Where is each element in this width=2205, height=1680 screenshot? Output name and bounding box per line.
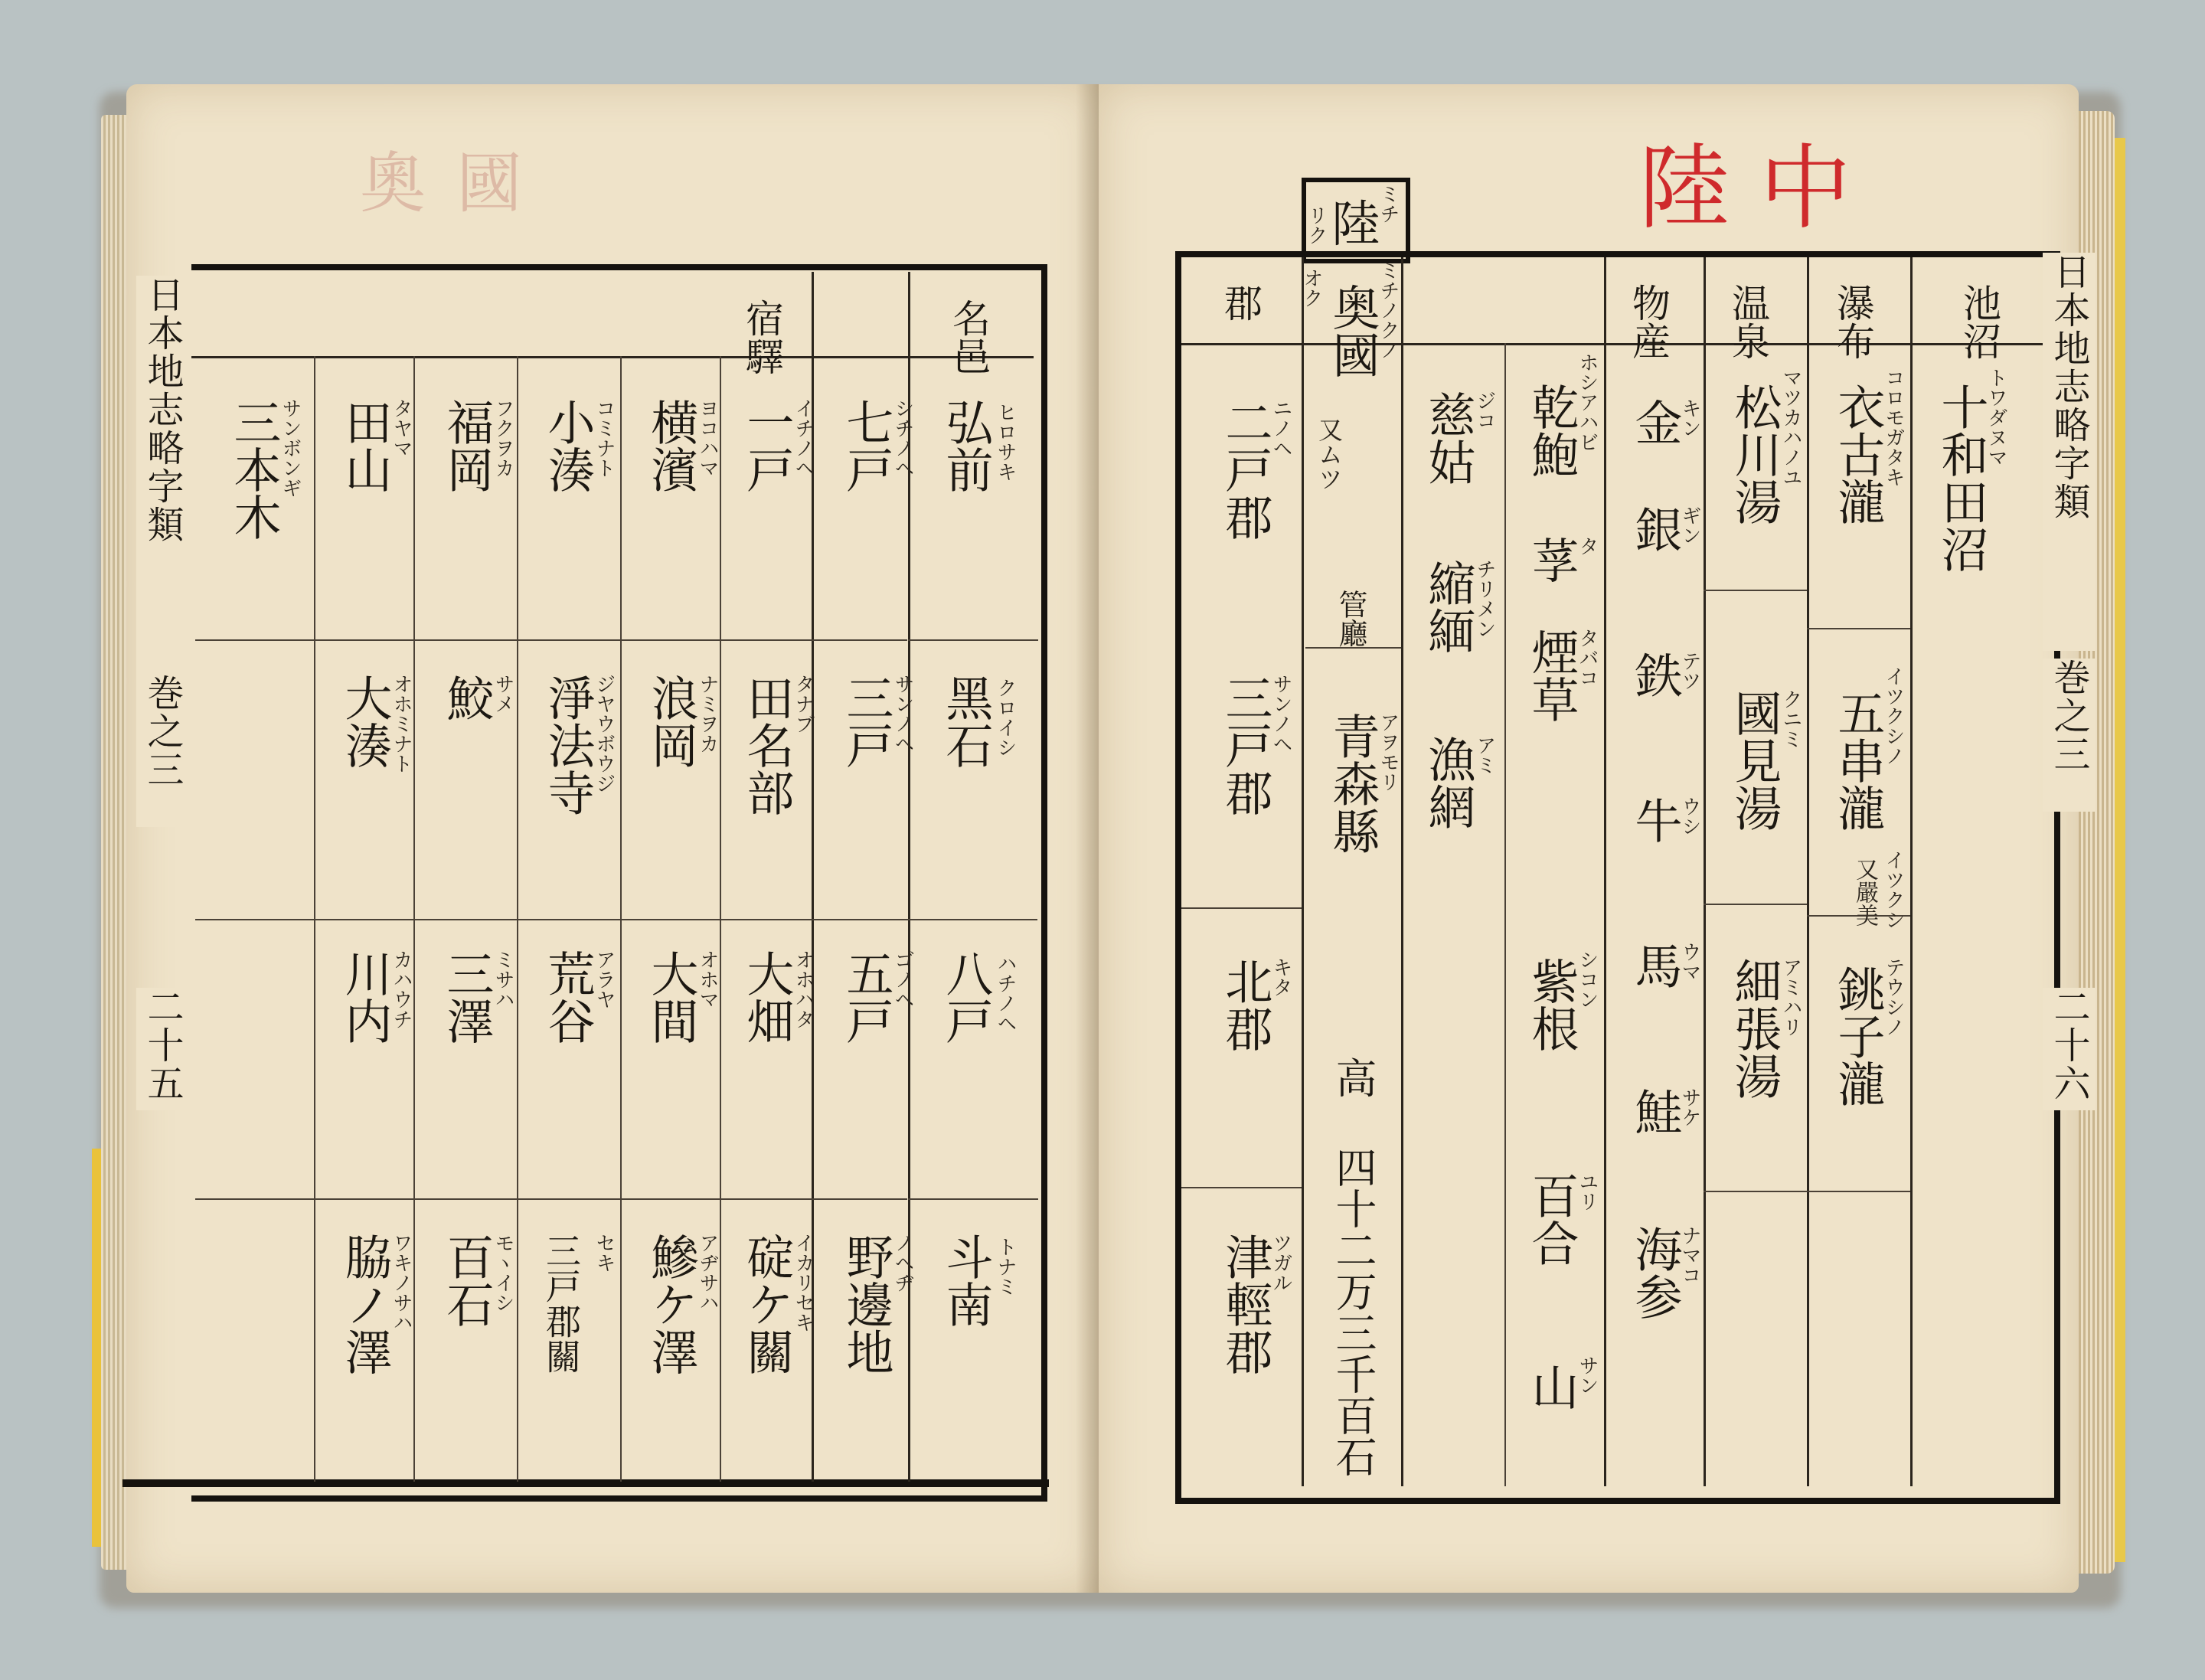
- koku-total: 高 四十二万三千百石: [1329, 1057, 1377, 1477]
- post-town-furi: オホハタ: [792, 949, 815, 1029]
- right-col-divider: [1910, 257, 1913, 1486]
- header-shukueki: 宿驛: [740, 299, 784, 375]
- post-town: 小湊: [540, 398, 596, 493]
- waterfall-furi: コロモガタキ: [1882, 368, 1905, 487]
- right-table-frame: [1175, 251, 2060, 1504]
- waterfall: 五串瀧: [1830, 689, 1886, 832]
- right-header-line: [1181, 343, 2043, 345]
- post-town-furi: シチノヘ: [891, 398, 914, 478]
- post-town: 三戸郡關: [541, 1233, 582, 1374]
- post-town: 福岡: [439, 398, 495, 493]
- post-town-furi: モヽイシ: [492, 1233, 514, 1312]
- district-tsugaru-furi: ツガル: [1269, 1233, 1292, 1293]
- post-town: 横濱: [643, 398, 699, 493]
- right-col-divider: [1504, 343, 1506, 1486]
- post-town-furi: サンボンギ: [279, 398, 302, 498]
- right-col-divider: [1807, 257, 1809, 1486]
- post-town-furi: カハウチ: [390, 949, 413, 1029]
- header-onsen: 温泉: [1726, 283, 1770, 360]
- lake: 十和田沼: [1933, 383, 1989, 573]
- left-header-line: [191, 356, 1034, 358]
- post-town: 一戸: [739, 398, 795, 493]
- prefecture-furi: アヲモリ: [1377, 712, 1400, 792]
- province-furi: ミチノクノ: [1377, 260, 1400, 360]
- product: 慈姑: [1420, 391, 1476, 485]
- town-kuroishi-furi: クロイシ: [994, 678, 1017, 757]
- post-town-furi: アラヤ: [593, 949, 616, 1009]
- right-margin-title: 日本地志略字類: [2043, 253, 2096, 651]
- post-town-furi: フクヲカ: [492, 398, 514, 478]
- faded-stamp: 奧國: [360, 145, 553, 222]
- product: 山: [1524, 1363, 1579, 1410]
- product-furi: ジコ: [1473, 391, 1496, 430]
- left-margin-volume: 巻之三: [136, 674, 189, 827]
- province-alt-furi: オク: [1300, 268, 1323, 308]
- post-town: 大畑: [739, 949, 795, 1044]
- post-town: 田山: [337, 398, 393, 493]
- right-col-divider: [1302, 257, 1304, 1486]
- waterfall-furi: テウシノ: [1882, 957, 1905, 1037]
- product: 縮緬: [1420, 559, 1476, 654]
- town-hachinohe-furi: ハチノヘ: [994, 953, 1017, 1033]
- post-town-furi: タナブ: [792, 674, 815, 734]
- cover-edge-right: [2115, 138, 2125, 1562]
- right-col-divider: [1604, 257, 1606, 1486]
- product-furi: サケ: [1678, 1087, 1701, 1127]
- post-town: 碇ケ關: [739, 1233, 795, 1375]
- right-col-divider: [1401, 257, 1403, 1486]
- product: 馬: [1627, 942, 1683, 989]
- post-town-furi: オホミナト: [390, 674, 413, 773]
- post-town: 大間: [643, 949, 699, 1044]
- product: 銀: [1627, 505, 1683, 553]
- kanchou-label: 管廳: [1334, 590, 1367, 648]
- post-town-furi: ゴノヘ: [891, 949, 914, 1009]
- province-alt: 又ムツ: [1315, 417, 1344, 491]
- post-town-furi: ミサハ: [492, 949, 514, 1009]
- post-town: 野邊地: [838, 1233, 894, 1375]
- post-town-furi: サメ: [492, 674, 514, 714]
- right-row-line: [1181, 1187, 1302, 1188]
- post-town-furi: ヨコハマ: [696, 398, 719, 478]
- post-town-furi: タヤマ: [390, 398, 413, 458]
- product-furi: ギン: [1678, 505, 1701, 545]
- district-sannohe-furi: サンノヘ: [1269, 674, 1292, 753]
- header-ike: 池沼: [1957, 283, 2001, 360]
- post-town-furi: アヂサハ: [696, 1233, 719, 1312]
- post-town: 脇ノ澤: [337, 1233, 393, 1375]
- lake-furi: トワダヌマ: [1984, 368, 2007, 467]
- post-town: 田名部: [739, 674, 795, 816]
- header-gun: 郡: [1218, 283, 1263, 322]
- product-furi: サン: [1576, 1355, 1599, 1395]
- province-tab-furi: ミチ: [1377, 184, 1400, 224]
- product-furi: タバコ: [1576, 628, 1599, 688]
- right-folio: 二十六: [2043, 988, 2096, 1110]
- hot-spring-furi: クニミ: [1779, 689, 1802, 749]
- waterfall-alt-name: 又嚴美: [1851, 858, 1878, 927]
- post-town: 七戸: [838, 398, 894, 493]
- product: 乾鮑: [1524, 383, 1579, 478]
- product: 漁網: [1420, 735, 1476, 830]
- post-town: 鮫: [439, 674, 495, 721]
- waterfall: 衣古瀧: [1830, 383, 1886, 525]
- hot-spring-furi: マツカハノユ: [1779, 368, 1802, 487]
- product: 海参: [1627, 1225, 1683, 1320]
- right-row-line: [1704, 590, 1807, 591]
- post-town: 淨法寺: [540, 674, 596, 816]
- post-town: 鰺ケ澤: [643, 1233, 699, 1375]
- product-furi: シコン: [1576, 949, 1599, 1009]
- town-tonami-furi: トナミ: [994, 1237, 1017, 1296]
- waterfall: 銚子瀧: [1830, 965, 1886, 1107]
- product-furi: ウマ: [1678, 942, 1701, 982]
- district-sannohe: 三戸郡: [1217, 674, 1273, 816]
- red-handwritten-annotation: 陸 中: [1638, 136, 1852, 242]
- hot-spring-furi: アミハリ: [1779, 957, 1802, 1037]
- post-town-furi: ノヘヂ: [891, 1233, 914, 1293]
- product-furi: テツ: [1678, 651, 1701, 691]
- province-name: 奥國: [1325, 283, 1380, 378]
- post-town-furi: イチノヘ: [792, 398, 815, 478]
- header-sanbutsu: 物産: [1626, 283, 1671, 360]
- post-town: 五戸: [838, 949, 894, 1044]
- post-town: 三本木: [226, 398, 282, 541]
- product-furi: アミ: [1473, 735, 1496, 775]
- province-tab-label: 陸: [1331, 197, 1380, 253]
- product: 金: [1627, 398, 1683, 446]
- post-town-furi: サンノヘ: [891, 674, 914, 753]
- hot-spring: 國見湯: [1726, 689, 1782, 832]
- post-town: 川内: [337, 949, 393, 1044]
- right-row-line: [1704, 1191, 1807, 1192]
- district-kita-furi: キタ: [1269, 957, 1292, 997]
- product-furi: キン: [1678, 398, 1701, 438]
- left-margin-title: 日本地志略字類: [136, 276, 189, 674]
- post-town: 百石: [439, 1233, 495, 1328]
- town-hachinohe: 八戸: [938, 949, 994, 1044]
- left-row-line: [195, 919, 1037, 920]
- post-town: 三戸: [838, 674, 894, 769]
- left-folio: 二十五: [136, 988, 189, 1110]
- left-row-line: [908, 639, 1038, 641]
- right-row-line: [1807, 1191, 1910, 1192]
- header-meiyu: 名邑: [946, 299, 991, 375]
- product: 牛: [1627, 796, 1683, 844]
- product-furi: ホシアハビ: [1576, 352, 1599, 452]
- post-town-furi: コミナト: [593, 398, 616, 478]
- town-tonami: 斗南: [938, 1233, 994, 1328]
- town-hirosaki: 弘前: [938, 398, 994, 493]
- right-row-line: [1807, 628, 1910, 629]
- product-furi: ユリ: [1576, 1172, 1599, 1211]
- left-row-line: [195, 1198, 907, 1200]
- province-tab-furi2: リク: [1305, 205, 1328, 245]
- post-town: 荒谷: [540, 949, 596, 1044]
- product-furi: チリメン: [1473, 559, 1496, 639]
- product-furi: ナマコ: [1678, 1225, 1701, 1285]
- header-taki: 瀑布: [1831, 283, 1875, 360]
- town-hirosaki-furi: ヒロサキ: [994, 402, 1017, 482]
- post-town: 三澤: [439, 949, 495, 1044]
- hot-spring: 松川湯: [1726, 383, 1782, 525]
- right-row-line: [1181, 907, 1302, 909]
- post-town-furi: セキ: [593, 1233, 616, 1273]
- left-row-line: [195, 639, 907, 641]
- post-town: 浪岡: [643, 674, 699, 769]
- right-row-line: [1704, 904, 1807, 905]
- post-town-furi: ワキノサハ: [390, 1233, 413, 1332]
- product-furi: タ: [1576, 536, 1599, 556]
- post-town-furi: イカリセキ: [792, 1233, 815, 1332]
- product: 紫根: [1524, 957, 1579, 1052]
- hot-spring: 細張湯: [1726, 957, 1782, 1100]
- product: 莩: [1524, 536, 1579, 583]
- right-col-divider: [1704, 257, 1706, 1486]
- product: 鮭: [1627, 1087, 1683, 1135]
- left-row-line: [908, 1198, 1038, 1200]
- post-town-furi: オホマ: [696, 949, 719, 1009]
- post-town: 大湊: [337, 674, 393, 769]
- product-furi: ウシ: [1678, 796, 1701, 836]
- waterfall-furi: イツクシノ: [1882, 666, 1905, 766]
- district-kita: 北郡: [1217, 957, 1273, 1052]
- waterfall-alt-furi: イツクシ: [1882, 850, 1905, 930]
- district-tsugaru: 津輕郡: [1217, 1233, 1273, 1375]
- post-town-furi: ナミヲカ: [696, 674, 719, 753]
- prefecture-name: 青森縣: [1325, 712, 1380, 855]
- product: 煙草: [1524, 628, 1579, 723]
- district-ninohe: 二戸郡: [1217, 398, 1273, 541]
- town-kuroishi: 黑石: [938, 674, 994, 769]
- product: 百合: [1524, 1172, 1579, 1267]
- product: 鉄: [1627, 651, 1683, 698]
- post-town-furi: ジヤウボウジ: [593, 674, 616, 793]
- district-ninohe-furi: ニノヘ: [1269, 398, 1292, 458]
- right-margin-volume: 巻之三: [2043, 659, 2096, 812]
- left-table-frame: [191, 264, 1047, 1502]
